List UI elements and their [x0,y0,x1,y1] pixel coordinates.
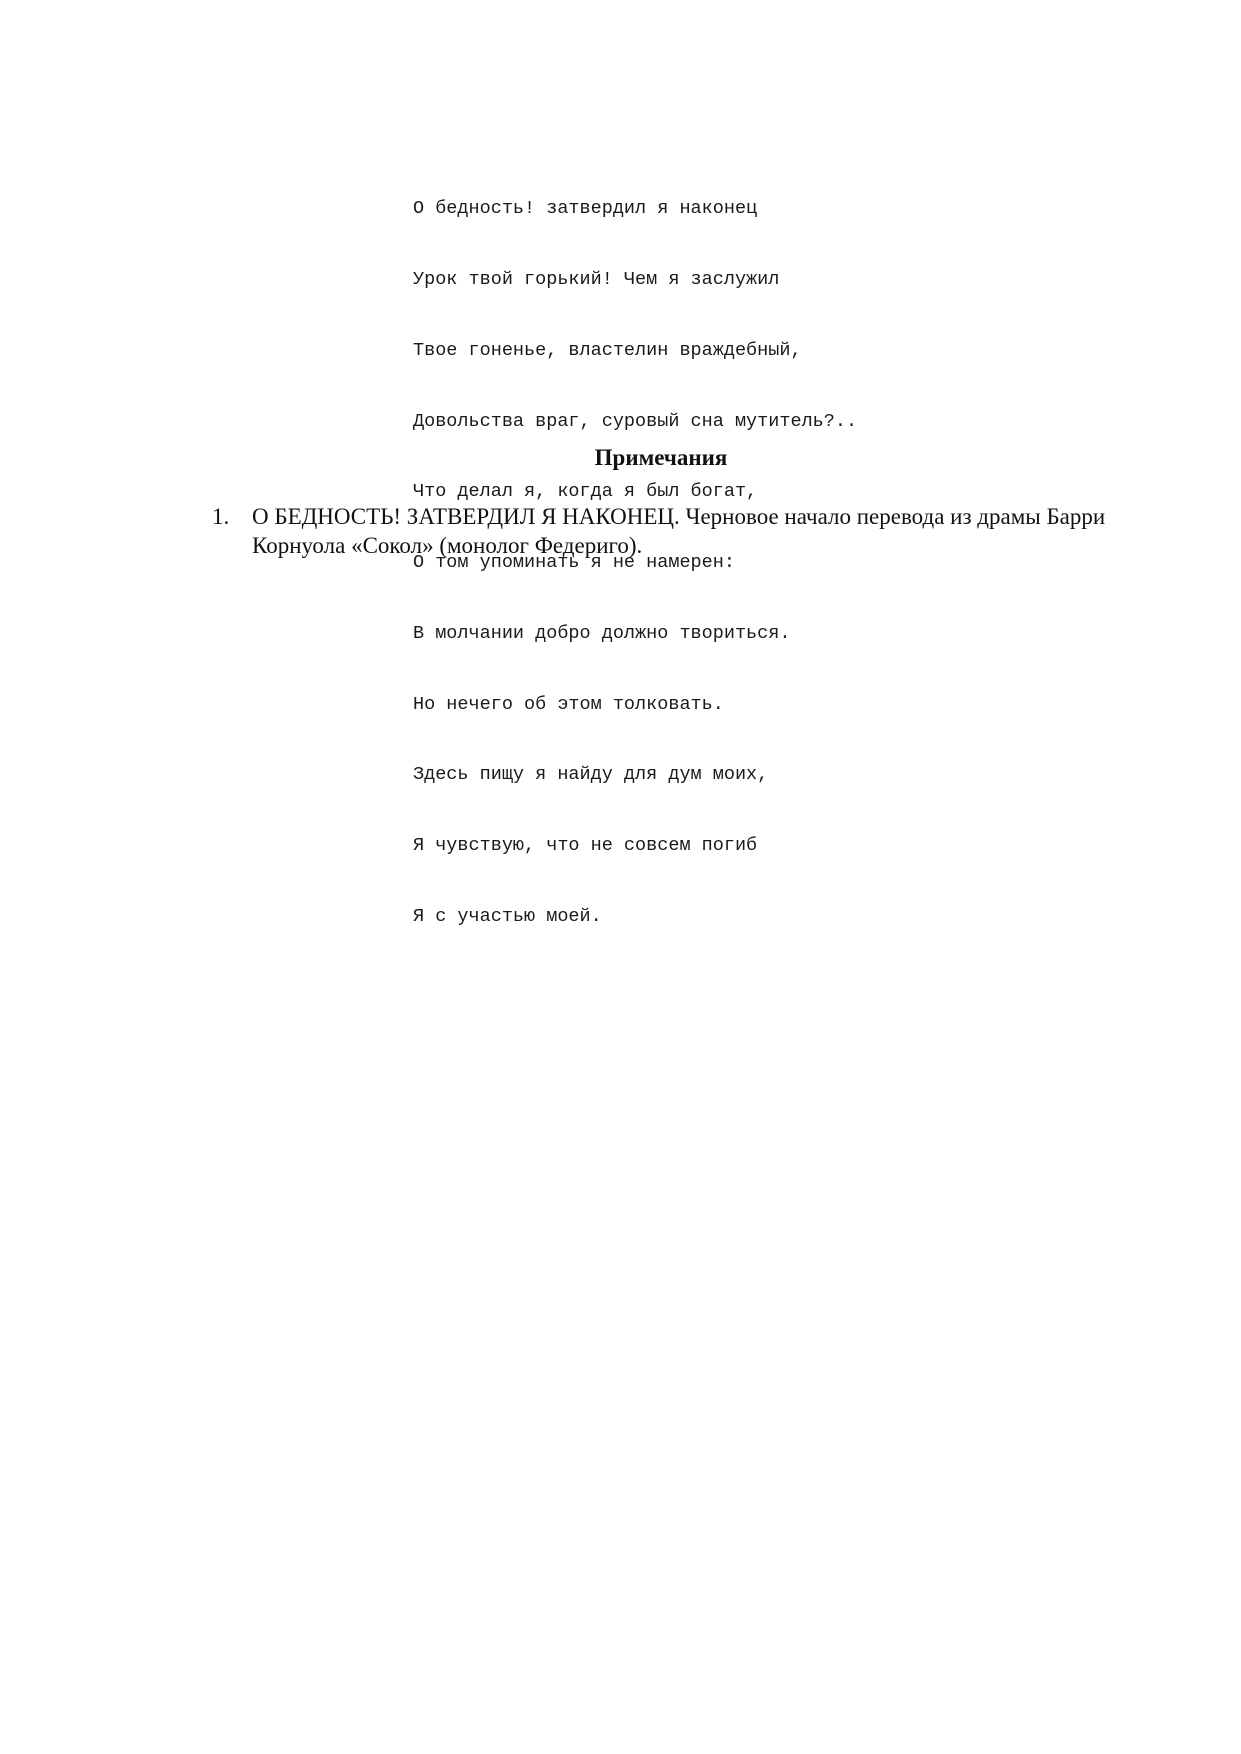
poem-line: В молчании добро должно твориться. [413,622,791,644]
poem-line: Урок твой горький! Чем я заслужил [413,268,780,290]
poem-line: О бедность! затвердил я наконец [413,198,758,220]
poem-line: Твое гоненье, властелин враждебный, [413,339,802,361]
poem-line: Но нечего об этом толковать. [413,693,724,715]
poem-line: Довольства враг, суровый сна мутитель?.. [413,410,858,432]
note-text: О БЕДНОСТЬ! ЗАТВЕРДИЛ Я НАКОНЕЦ. Черновое начало перевода из драмы Барри Корнуола «Сокол» (монолог Федериго). [252,504,1106,558]
notes-heading: Примечания [594,445,728,470]
note-item [212,502,1132,560]
poem-text [413,150,973,976]
note-number: 1. [212,504,230,529]
notes-list [212,502,1132,560]
poem-line: Я чувствую, что не совсем погиб [413,835,758,857]
poem-line: Здесь пищу я найду для дум моих, [413,764,769,786]
poem-line: Я с участью моей. [413,906,602,927]
poem-line: О том упоминать я не намерен: [413,552,735,574]
poem-line: Что делал я, когда я был богат, [413,481,758,503]
